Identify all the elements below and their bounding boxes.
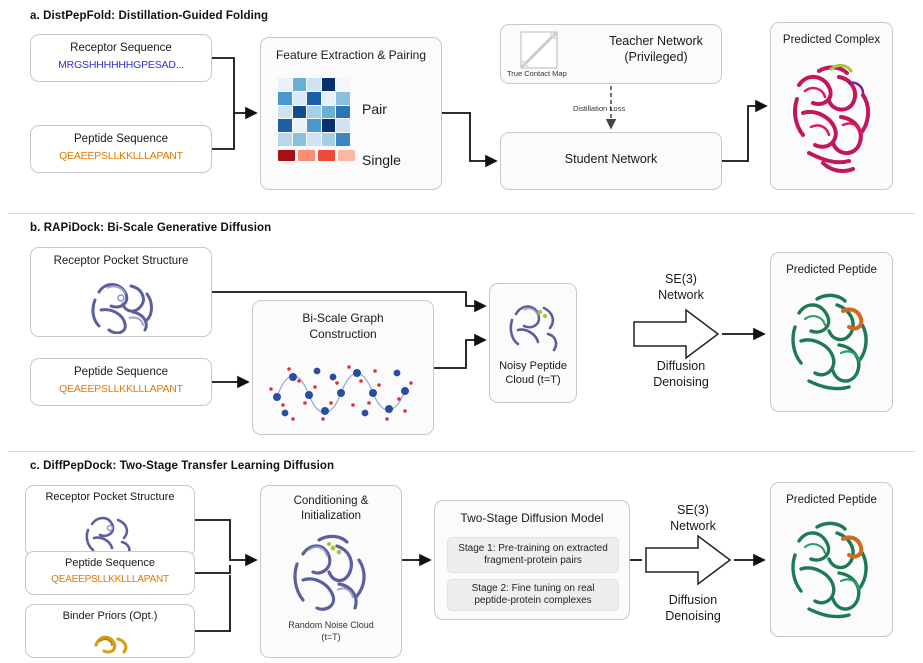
noisy-peptide-cloud-title [490, 360, 576, 388]
distillation-loss-label: Distillation Loss [573, 104, 626, 113]
peptide-sequence-label-b: Peptide Sequence [74, 366, 168, 378]
panel-b-title: b. RAPiDock: Bi-Scale Generative Diffusion [30, 222, 272, 234]
receptor-sequence-label: Receptor Sequence [70, 42, 172, 54]
single-representation-strip [278, 150, 355, 161]
receptor-pocket-structure-b [85, 272, 161, 334]
biscale-graph-illustration [265, 353, 423, 427]
noisy-peptide-cloud-title-line1: Noisy Peptide [499, 360, 567, 372]
receptor-pocket-box-c[interactable] [25, 485, 195, 557]
receptor-pocket-label-b: Receptor Pocket Structure [53, 255, 189, 267]
student-network-box[interactable] [500, 132, 722, 190]
teacher-network-title-line1: Teacher Network [609, 34, 703, 48]
biscale-graph-box[interactable] [252, 300, 434, 435]
diffusion-denoising-label-b-line2: Denoising [653, 375, 709, 390]
feature-extraction-title: Feature Extraction & Pairing [275, 48, 427, 62]
random-noise-cloud-structure [285, 528, 381, 616]
predicted-peptide-title-c: Predicted Peptide [786, 494, 877, 506]
binder-priors-box[interactable] [25, 604, 195, 658]
biscale-graph-title-line2: Construction [309, 326, 377, 341]
conditioning-initialization-title [261, 494, 401, 524]
pair-label: Pair [362, 101, 387, 117]
peptide-sequence-box-b[interactable] [30, 358, 212, 406]
noisy-peptide-cloud-box[interactable] [489, 283, 577, 403]
peptide-sequence-value-b: QEAEEPSLLKKLLLAPANT [59, 383, 183, 395]
biscale-graph-title [253, 311, 433, 342]
diffusion-denoising-label-b-line1: Diffusion [656, 359, 706, 373]
two-stage-diffusion-box[interactable] [434, 500, 630, 620]
teacher-network-box[interactable] [500, 24, 722, 84]
stage-2-box[interactable]: Stage 2: Fine tuning on real peptide-protein complexes [447, 579, 619, 611]
true-contact-map-caption: True Contact Map [507, 69, 567, 78]
true-contact-map-icon [515, 31, 573, 69]
predicted-complex-structure [779, 55, 886, 183]
predicted-peptide-structure-b [781, 285, 884, 403]
predicted-complex-box[interactable] [770, 22, 893, 190]
peptide-sequence-box[interactable] [30, 125, 212, 173]
receptor-pocket-box-b[interactable] [30, 247, 212, 337]
se3-network-label-c [648, 502, 738, 535]
binder-priors-structure [86, 627, 138, 655]
se3-network-label-b-line2: Network [658, 288, 704, 303]
panel-a-title: a. DistPepFold: Distillation-Guided Folding [30, 10, 269, 22]
se3-network-label-c-line1: SE(3) [677, 503, 709, 517]
two-stage-diffusion-title: Two-Stage Diffusion Model [460, 511, 604, 525]
conditioning-initialization-title-line1: Conditioning & [293, 495, 369, 507]
diffusion-denoising-label-c-line1: Diffusion [668, 593, 718, 607]
teacher-network-title [597, 34, 715, 65]
noisy-peptide-cloud-structure [504, 294, 566, 356]
diffusion-denoising-label-c-line2: Denoising [665, 609, 721, 624]
predicted-peptide-structure-c [781, 515, 884, 630]
peptide-sequence-label: Peptide Sequence [74, 133, 168, 145]
single-label: Single [362, 152, 401, 168]
peptide-sequence-value-c: QEAEEPSLLKKLLLAPANT [51, 574, 169, 585]
receptor-sequence-value: MRGSHHHHHHGPESAD... [58, 59, 184, 71]
conditioning-initialization-box[interactable] [260, 485, 402, 658]
peptide-sequence-value: QEAEEPSLLKKLLLAPANT [59, 150, 183, 162]
predicted-peptide-box-b[interactable] [770, 252, 893, 412]
predicted-complex-title: Predicted Complex [782, 34, 881, 46]
random-noise-cloud-caption-line1: Random Noise Cloud [288, 620, 374, 630]
teacher-network-title-line2: (Privileged) [624, 49, 688, 64]
predicted-peptide-title-b: Predicted Peptide [786, 264, 877, 276]
divider-a-b [8, 213, 915, 214]
se3-network-label-c-line2: Network [670, 519, 716, 534]
predicted-peptide-box-c[interactable] [770, 482, 893, 637]
random-noise-cloud-caption [261, 620, 401, 643]
receptor-pocket-label-c: Receptor Pocket Structure [45, 491, 175, 503]
noisy-peptide-cloud-title-line2: Cloud (t=T) [505, 373, 561, 386]
conditioning-initialization-title-line2: Initialization [300, 509, 362, 522]
student-network-title: Student Network [564, 152, 658, 166]
divider-b-c [8, 451, 915, 452]
receptor-pocket-structure-c [80, 508, 142, 556]
receptor-sequence-box[interactable] [30, 34, 212, 82]
pair-representation-heatmap [278, 78, 350, 146]
diffusion-denoising-label-b [636, 358, 726, 391]
diffusion-denoising-label-c [648, 592, 738, 625]
se3-network-label-b [636, 271, 726, 304]
peptide-sequence-label-c: Peptide Sequence [65, 557, 155, 569]
se3-network-label-b-line1: SE(3) [665, 272, 697, 286]
binder-priors-label: Binder Priors (Opt.) [62, 610, 158, 622]
random-noise-cloud-caption-line2: (t=T) [321, 631, 341, 642]
biscale-graph-title-line1: Bi-Scale Graph [302, 311, 384, 325]
peptide-sequence-box-c[interactable] [25, 551, 195, 595]
stage-1-box[interactable]: Stage 1: Pre-training on extracted fragment-protein pairs [447, 537, 619, 573]
panel-c-title: c. DiffPepDock: Two-Stage Transfer Learning Diffusion [30, 460, 335, 472]
